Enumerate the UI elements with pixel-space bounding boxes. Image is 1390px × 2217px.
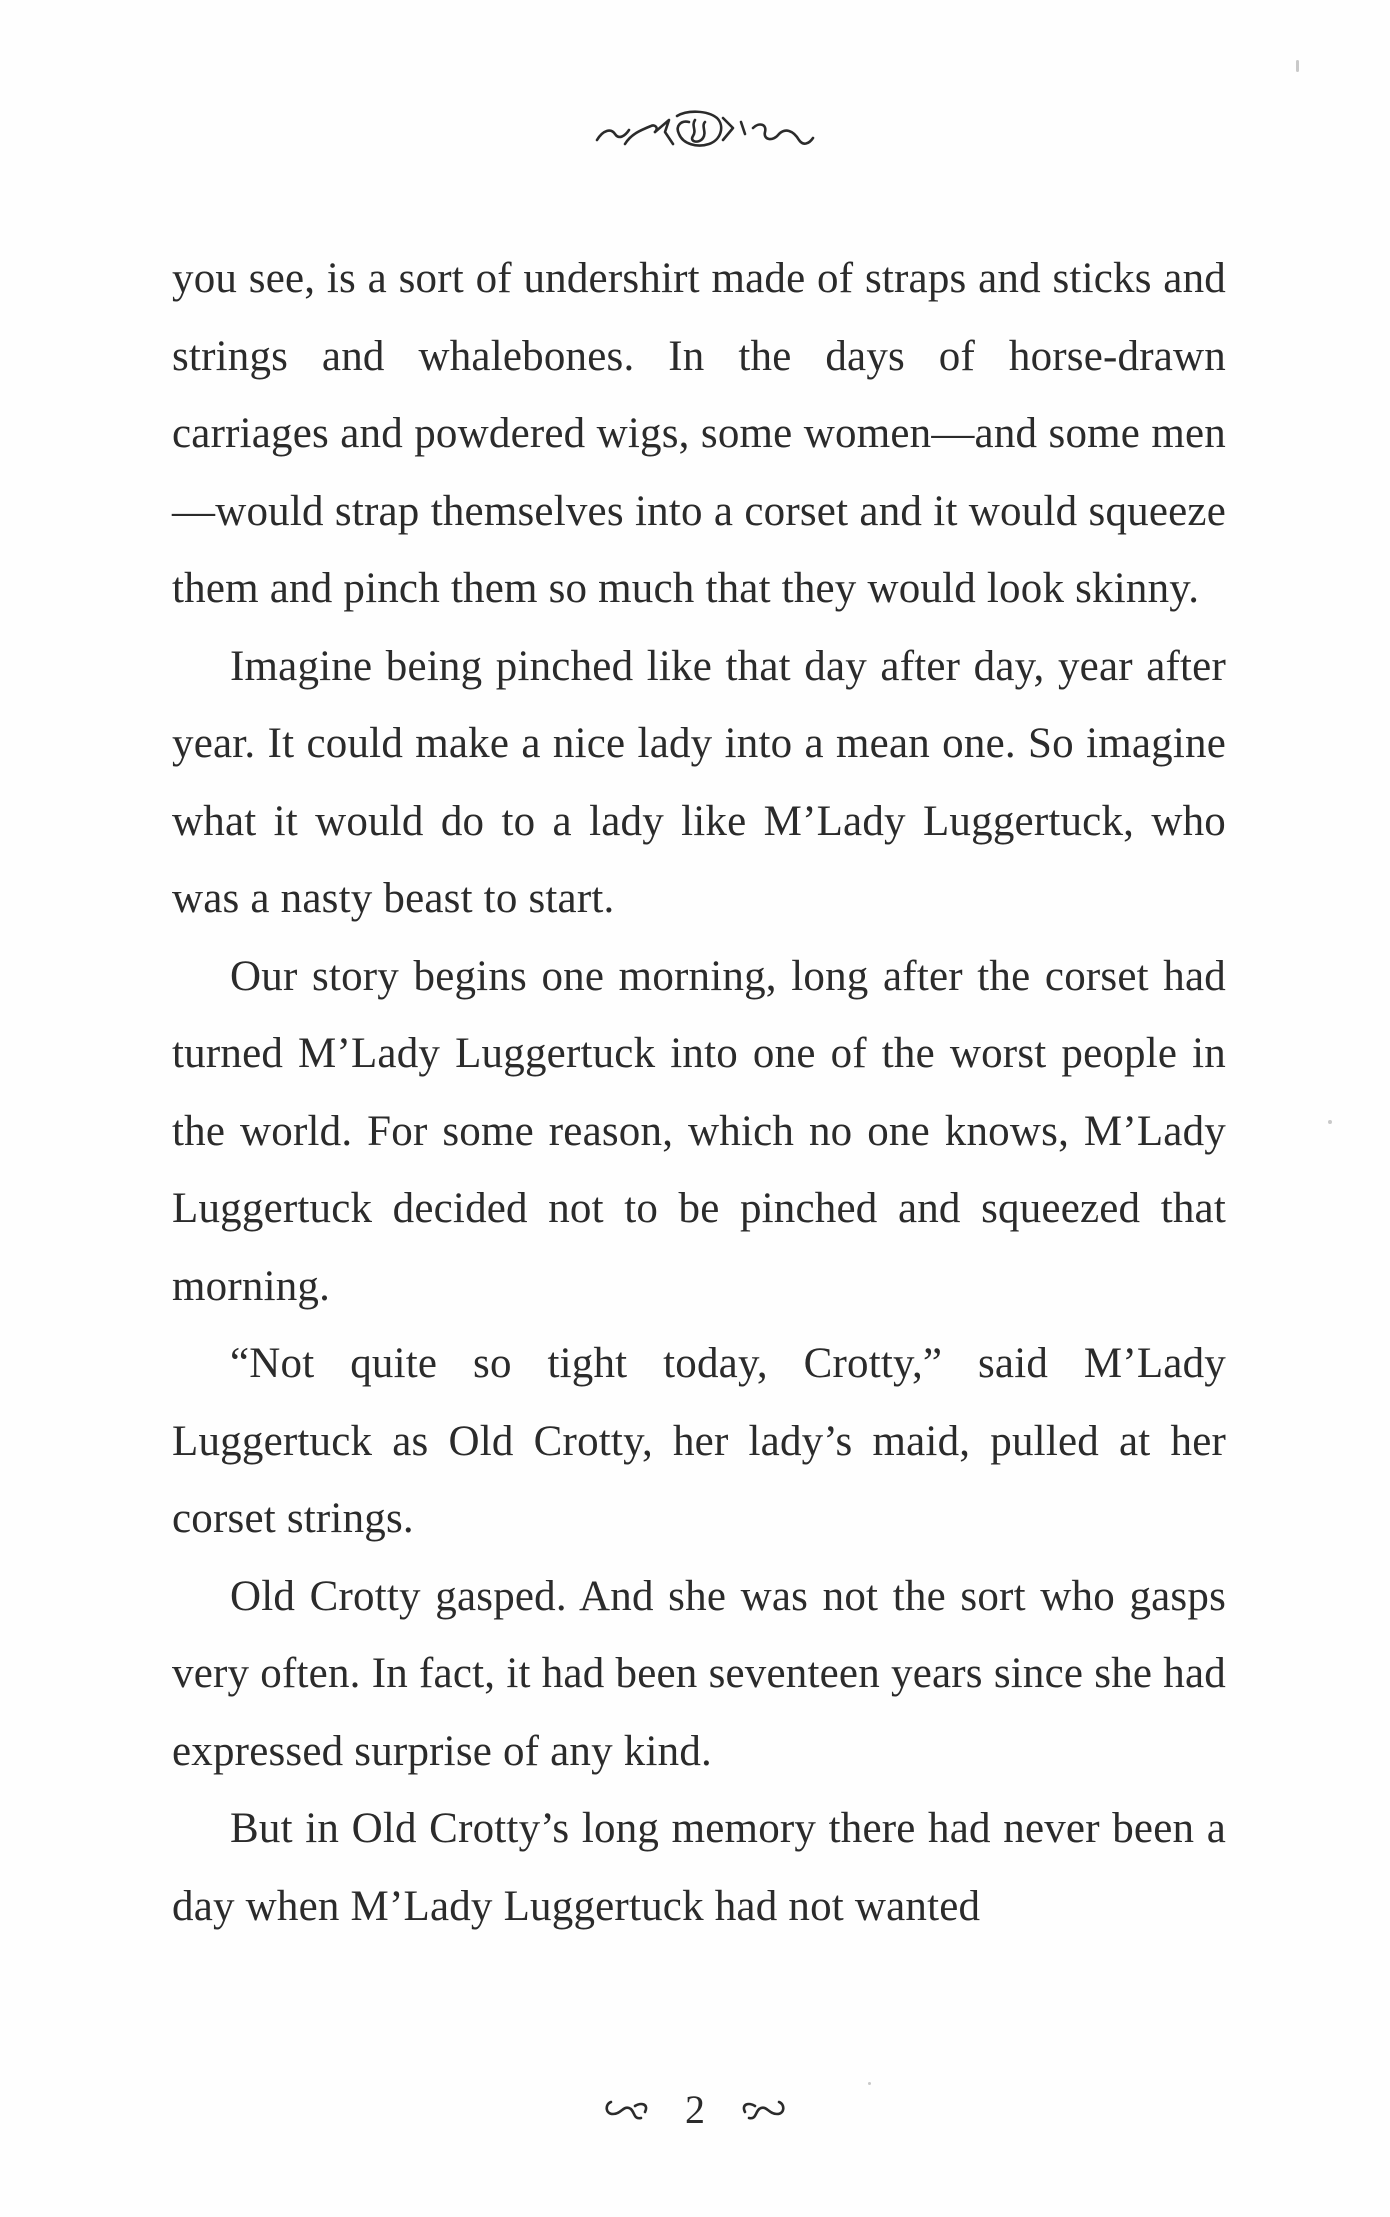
paper-speck (868, 2082, 871, 2085)
page-number: 2 (685, 2087, 705, 2132)
paper-speck (1296, 60, 1299, 72)
header-flourish-icon (595, 100, 815, 160)
paragraph: But in Old Crotty’s long memory there had never been a day when M’Lady Luggertuck had not wanted (172, 1805, 1226, 1930)
paragraph: Our story begins one morning, long after the corset had turned M’Lady Luggertuck into one of the worst people in the world. For some reason, which no one knows, M’Lady Luggertuck decided not to be pinched and squeezed that morning. (172, 952, 1226, 1310)
folio (595, 2080, 795, 2140)
body-text (172, 240, 1226, 1945)
paragraph: Old Crotty gasped. And she was not the sort who gasps very often. In fact, it had been seventeen years since she had expressed surprise of any kind. (172, 1572, 1226, 1775)
paragraph: Imagine being pinched like that day after day, year after year. It could make a nice lady into a mean one. So imagine what it would do to a lady like M’Lady Luggertuck, who was a nasty beast to start. (172, 642, 1226, 922)
paragraph: you see, is a sort of undershirt made of straps and sticks and strings and whalebones. In the days of horse-drawn carriages and powdered wigs, some women—and some men—would strap themselves into a corset and it would squeeze them and pinch them so much that they would look skinny. (172, 255, 1226, 612)
paragraph: “Not quite so tight today, Crotty,” said M’Lady Luggertuck as Old Crotty, her lady’s maid, pulled at her corset strings. (172, 1340, 1226, 1542)
paper-speck (1328, 1120, 1332, 1124)
